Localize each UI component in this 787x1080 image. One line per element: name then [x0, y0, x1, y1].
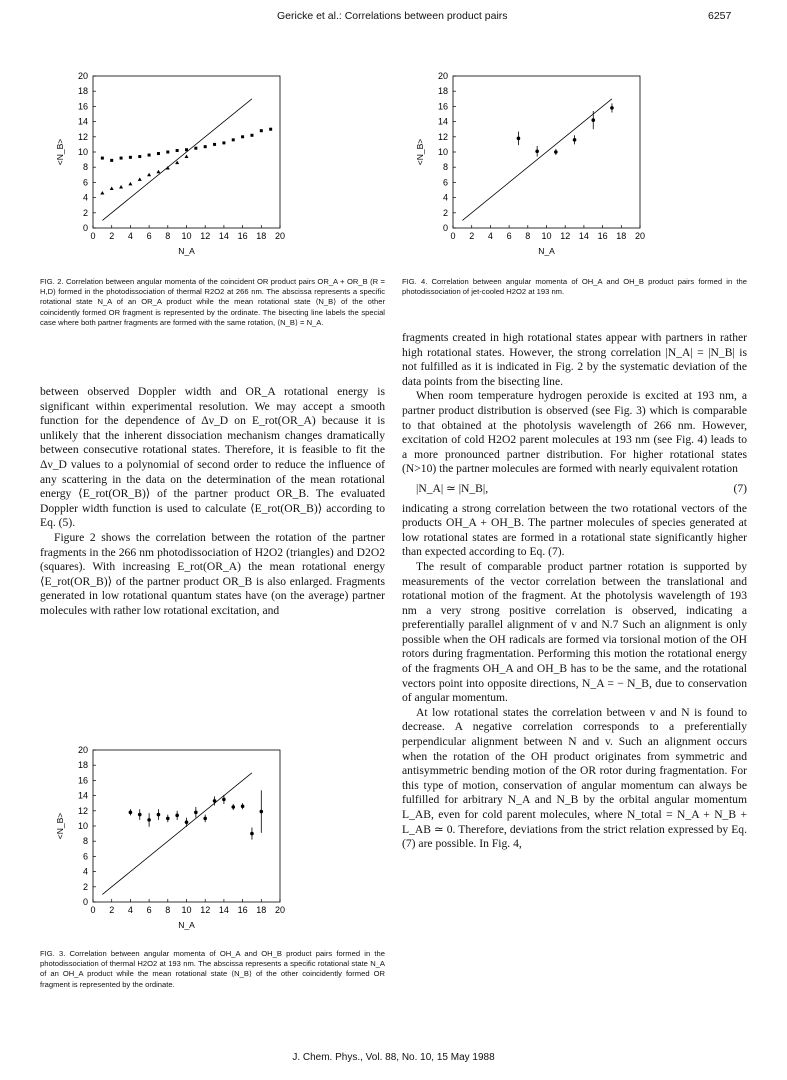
data-point-square — [260, 129, 263, 132]
paragraph: indicating a strong correlation between the two rotational vectors of the products OH_A + OH_B. The partner molecules of species generated at low rotational states are formed in a rotational state significantly higher than expected according to Eq. (7). — [402, 501, 747, 559]
y-tick-label: 16 — [437, 101, 448, 112]
figure-2-caption: FIG. 2. Correlation between angular momenta of the coincident OR product pairs OR_A + OR_B (R = H,D) formed in the photodissociation of thermal R2O2 at 266 nm. The abscissa represents a specific rotational state N_A of an OR_A product while the mean rotational state ⟨N_B⟩ of the other coincidently formed OR fragment is represented by the ordinate. The bisecting line labels the special case where both partner fragments are formed with the same rotation, ⟨N_B⟩ = N_A. — [40, 277, 385, 327]
x-tick-label: 4 — [487, 231, 493, 241]
data-point-square — [157, 152, 160, 155]
data-point — [517, 137, 521, 141]
data-point-square — [101, 157, 104, 160]
data-point-triangle — [100, 191, 104, 195]
data-point-triangle — [185, 155, 189, 159]
x-tick-label: 0 — [450, 231, 456, 241]
y-tick-label: 8 — [82, 836, 88, 847]
y-tick-label: 14 — [77, 116, 88, 127]
data-point — [554, 150, 558, 154]
y-tick-label: 18 — [437, 86, 448, 97]
x-axis-label: N_A — [538, 246, 555, 256]
data-point — [610, 106, 614, 110]
y-tick-label: 0 — [442, 223, 448, 233]
y-axis-label: <N_B> — [415, 138, 425, 166]
data-point-square — [110, 159, 113, 162]
y-tick-label: 18 — [77, 760, 88, 771]
x-tick-label: 10 — [541, 231, 552, 241]
data-point-triangle — [110, 186, 114, 190]
x-tick-label: 16 — [237, 231, 248, 241]
x-tick-label: 4 — [127, 231, 133, 241]
data-point — [213, 799, 217, 803]
x-tick-label: 12 — [200, 905, 211, 915]
y-tick-label: 20 — [77, 71, 88, 81]
data-point — [138, 813, 142, 817]
equation-7 — [402, 482, 747, 497]
data-point — [166, 817, 170, 821]
equation-number: (7) — [733, 481, 747, 495]
data-point — [250, 832, 254, 836]
x-tick-label: 14 — [218, 905, 229, 915]
data-point — [203, 817, 207, 821]
data-point-triangle — [147, 173, 151, 177]
data-point — [175, 814, 179, 818]
x-tick-label: 14 — [578, 231, 589, 241]
figure-4-caption: FIG. 4. Correlation between angular momenta of OH_A and OH_B product pairs formed in the photodissociation of jet-cooled H2O2 at 193 nm. — [402, 277, 747, 297]
x-tick-label: 12 — [200, 231, 211, 241]
data-point — [231, 805, 235, 809]
x-axis-label: N_A — [178, 246, 195, 256]
x-tick-label: 4 — [127, 905, 133, 915]
figure-2-chart — [40, 68, 295, 264]
equation-lhs: |N_A| ≃ |N_B|, — [416, 481, 489, 495]
y-tick-label: 0 — [82, 223, 88, 233]
data-point-square — [241, 135, 244, 138]
x-tick-label: 8 — [525, 231, 531, 241]
y-tick-label: 6 — [442, 177, 448, 188]
data-point-square — [222, 141, 225, 144]
y-tick-label: 4 — [82, 192, 88, 203]
x-tick-label: 2 — [469, 231, 475, 241]
y-tick-label: 4 — [82, 866, 88, 877]
x-tick-label: 18 — [256, 905, 267, 915]
x-tick-label: 6 — [146, 905, 152, 915]
data-point — [241, 804, 245, 808]
x-tick-label: 0 — [90, 905, 96, 915]
x-tick-label: 0 — [90, 231, 96, 241]
data-point-square — [269, 128, 272, 131]
x-tick-label: 20 — [274, 905, 286, 915]
paragraph: At low rotational states the correlation between v and N is found to decrease. A negative correlation corresponds to a preferentially perpendicular alignment between N and v. Such an alignment occurs when the rotation of the OH product originates from symmetric and antisymmetric bending motion of the OR rotor during fragmentation. For this type of motion, conservation of angular momentum can always be fulfilled for arbitrary N_A and N_B by the orbital angular momentum L_AB, even for cold parent molecules, where N_total = N_A + N_B + L_AB ≃ 0. Therefore, deviations from the strict relation expressed by Eq. (7) are possible. In Fig. 4, — [402, 705, 747, 851]
y-tick-label: 12 — [437, 131, 448, 142]
y-tick-label: 16 — [77, 101, 88, 112]
data-point-triangle — [128, 182, 132, 186]
data-point-square — [176, 149, 179, 152]
data-point — [260, 810, 264, 814]
running-header: Gericke et al.: Correlations between product pairs — [277, 10, 508, 22]
data-point — [157, 813, 161, 817]
data-point — [222, 798, 226, 802]
paragraph: Figure 2 shows the correlation between the rotation of the partner fragments in the 266 nm photodissociation of H2O2 (triangles) and D2O2 (squares). With increasing E_rot(OR_A) the mean rotational energy ⟨E_rot(OR_B)⟩ of the partner product OR_B is also enlarged. Fragments generated in low rotational quantum states have (on the average) partner molecules with rather low rotational excitation, and — [40, 530, 385, 617]
y-tick-label: 20 — [77, 745, 88, 755]
left-column-text — [40, 385, 385, 619]
paragraph: When room temperature hydrogen peroxide is excited at 193 nm, a partner product distribution is observed (see Fig. 3) which is comparable to that obtained at the photolysis wavelength of 266 nm. However, excitation of cold H2O2 parent molecules at 193 nm (see Fig. 4) leads to a more pronounced partner distribution. For higher rotational states (N>10) the partner molecules are formed with nearly equivalent rotation — [402, 389, 747, 476]
data-point — [129, 811, 133, 815]
data-point-square — [148, 154, 151, 157]
y-tick-label: 10 — [77, 821, 88, 831]
x-tick-label: 20 — [274, 231, 286, 241]
x-tick-label: 16 — [597, 231, 608, 241]
x-tick-label: 14 — [218, 231, 229, 241]
y-tick-label: 6 — [82, 851, 88, 862]
data-point-square — [204, 145, 207, 148]
bisecting-line — [102, 773, 252, 895]
paragraph: fragments created in high rotational states appear with partners in rather high rotational states. However, the strong correlation |N_A| = |N_B| is not fulfilled as it is indicated in Fig. 2 by the systematic deviation of the data points from the bisecting line. — [402, 331, 747, 388]
figure-3-caption: FIG. 3. Correlation between angular momenta of OH_A and OH_B product pairs formed in the photodissociation of thermal H2O2 at 193 nm. The abscissa represents a specific rotational state N_A of an OH_A product while the mean rotational state ⟨N_B⟩ of the other coincidently formed OR fragment is represented by the ordinate. — [40, 949, 385, 989]
y-tick-label: 4 — [442, 192, 448, 203]
x-tick-label: 6 — [146, 231, 152, 241]
paragraph: between observed Doppler width and OR_A rotational energy is significant within experimental resolution. We may accept a smooth function for the dependence of Δν_D on E_rot(OR_A) because it is unlikely that the inherent dissociation mechanism changes dramatically between consecutive rotational states. Therefore, it is feasible to fit the Δν_D values to a polynomial of second order to reduce the influence of any scattering in the data on the determination of the mean rotational energy ⟨E_rot(OR_B)⟩ of the partner product OR_B. The evaluated Doppler width function is used to calculate ⟨E_rot(OR_B)⟩ according to Eq. (5). — [40, 385, 385, 530]
y-tick-label: 14 — [437, 116, 448, 127]
x-tick-label: 8 — [165, 231, 171, 241]
y-axis-label: <N_B> — [55, 138, 65, 166]
bisecting-line — [102, 99, 252, 221]
y-tick-label: 12 — [77, 805, 88, 816]
data-point — [535, 149, 539, 153]
y-tick-label: 8 — [82, 162, 88, 173]
data-point-square — [129, 156, 132, 159]
data-point-square — [138, 155, 141, 158]
paragraph: The result of comparable product partner rotation is supported by measurements of the vector correlation between the translational and rotational motion of the fragment. At the photolysis wavelength of 193 nm a very strong positive correlation is observed, indicating a preferentially parallel alignment of v and N.7 Such an alignment is only possible when the OH radicals are formed via torsional motion of the OH rotors during fragmentation. Performing this motion the rotational energy of the fragments OH_A and OH_B has to be the same, and the rotational vectors point into opposite directions, N_A = − N_B, due to conservation of angular momentum. — [402, 559, 747, 705]
y-tick-label: 12 — [77, 131, 88, 142]
data-point-square — [194, 147, 197, 150]
data-point — [147, 818, 151, 822]
y-tick-label: 2 — [82, 207, 88, 218]
right-column-text — [402, 331, 747, 852]
x-tick-label: 2 — [109, 231, 115, 241]
data-point-square — [185, 148, 188, 151]
x-tick-label: 18 — [616, 231, 627, 241]
y-tick-label: 2 — [442, 207, 448, 218]
page-number: 6257 — [708, 10, 732, 22]
y-tick-label: 16 — [77, 775, 88, 786]
x-tick-label: 6 — [506, 231, 512, 241]
data-point-triangle — [138, 177, 142, 181]
data-point — [194, 811, 198, 815]
data-point-triangle — [119, 185, 123, 189]
y-tick-label: 10 — [77, 147, 88, 157]
y-axis-label: <N_B> — [55, 812, 65, 840]
data-point-square — [166, 151, 169, 154]
data-point — [573, 138, 577, 142]
x-tick-label: 8 — [165, 905, 171, 915]
data-point-triangle — [156, 170, 160, 174]
y-tick-label: 8 — [442, 162, 448, 173]
y-tick-label: 18 — [77, 86, 88, 97]
x-axis-label: N_A — [178, 920, 195, 930]
bisecting-line — [462, 99, 612, 221]
y-tick-label: 10 — [437, 147, 448, 157]
x-tick-label: 20 — [634, 231, 646, 241]
data-point-square — [213, 143, 216, 146]
x-tick-label: 10 — [181, 905, 192, 915]
y-tick-label: 14 — [77, 790, 88, 801]
data-point-square — [120, 157, 123, 160]
x-tick-label: 2 — [109, 905, 115, 915]
data-point — [591, 118, 595, 122]
y-tick-label: 20 — [437, 71, 448, 81]
data-point-square — [232, 138, 235, 141]
figure-4-chart — [400, 68, 655, 264]
y-tick-label: 0 — [82, 897, 88, 907]
figure-3-chart — [40, 742, 295, 938]
x-tick-label: 12 — [560, 231, 571, 241]
y-tick-label: 6 — [82, 177, 88, 188]
x-tick-label: 16 — [237, 905, 248, 915]
data-point-square — [250, 134, 253, 137]
journal-footer: J. Chem. Phys., Vol. 88, No. 10, 15 May 1988 — [292, 1052, 495, 1063]
data-point — [185, 820, 189, 824]
x-tick-label: 10 — [181, 231, 192, 241]
y-tick-label: 2 — [82, 881, 88, 892]
x-tick-label: 18 — [256, 231, 267, 241]
